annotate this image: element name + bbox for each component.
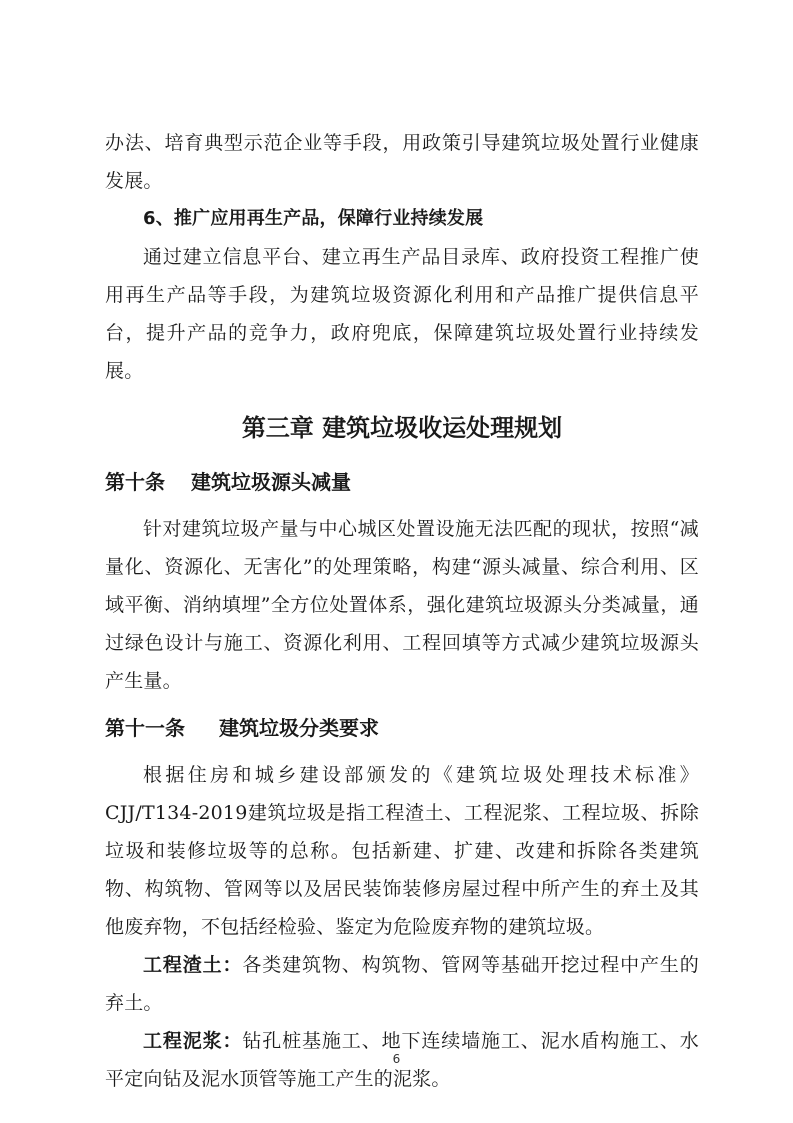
page-number: 6 (392, 1052, 401, 1066)
article-10-body: 针对建筑垃圾产量与中心城区处置设施无法匹配的现状，按照“减量化、资源化、无害化”的处理策略，构建“源头减量、综合利用、区域平衡、消纳填埋”全方位处置体系，强化建筑垃圾源头分类减量，通过绿色设计与施工、资源化利用、工程回填等方式减少建筑垃圾源头产生量。 (105, 518, 699, 692)
sub-6-body: 通过建立信息平台、建立再生产品目录库、政府投资工程推广使用再生产品等手段，为建筑垃圾资源化利用和产品推广提供信息平台，提升产品的竞争力，政府兜底，保障建筑垃圾处置行业持续发展。 (105, 246, 699, 382)
continued-paragraph: 办法、培育典型示范企业等手段，用政策引导建筑垃圾处置行业健康发展。 (105, 132, 699, 192)
chapter-title: 第三章 建筑垃圾收运处理规划 (241, 414, 563, 442)
item-term: 工程渣土： (143, 954, 243, 976)
item-text: 钻孔桩基施工、地下连续墙施工、泥水盾构施工、水平定向钻及泥水顶管等施工产生的泥浆。 (105, 1030, 699, 1090)
article-11-title: 建筑垃圾分类要求 (219, 716, 379, 740)
item-text: 各类建筑物、构筑物、管网等基础开挖过程中产生的弃土。 (105, 954, 699, 1014)
sub-heading-6: 6、推广应用再生产品，保障行业持续发展 (143, 208, 484, 229)
article-11-item-1 (105, 946, 699, 1022)
article-10-number: 第十条 (105, 470, 165, 494)
page-content (105, 124, 699, 1098)
article-11-number: 第十一条 (105, 716, 185, 740)
item-term: 工程泥浆： (143, 1030, 243, 1052)
article-10-heading (105, 464, 699, 500)
article-10-title: 建筑垃圾源头减量 (191, 470, 351, 494)
article-11-heading (105, 710, 699, 746)
article-11-body: 根据住房和城乡建设部颁发的《建筑垃圾处理技术标准》CJJ/T134-2019建筑垃圾是指工程渣土、工程泥浆、工程垃圾、拆除垃圾和装修垃圾等的总称。包括新建、扩建、改建和拆除各类建筑物、构筑物、管网等以及居民装饰装修房屋过程中所产生的弃土及其他废弃物，不包括经检验、鉴定为危险废弃物的建筑垃圾。 (105, 764, 699, 938)
